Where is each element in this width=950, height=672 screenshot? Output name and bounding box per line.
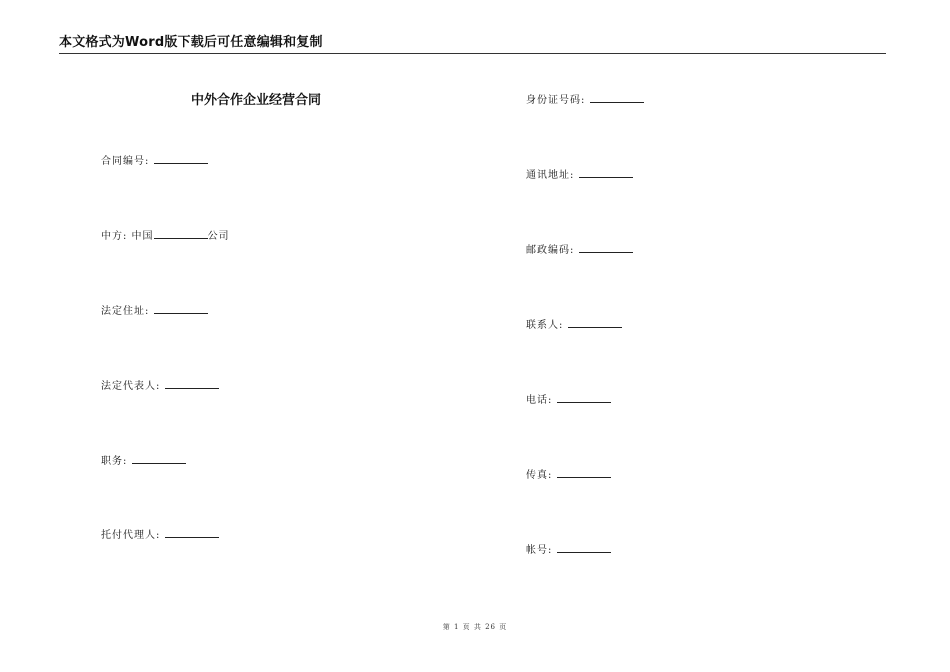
- field-account: [526, 542, 611, 558]
- blank-line: [557, 542, 611, 553]
- field-chinese-party: [101, 228, 230, 244]
- blank-line: [154, 228, 208, 239]
- field-label: 职务:: [101, 456, 128, 467]
- field-label: 中方: 中国: [101, 231, 154, 242]
- field-postal-code: [526, 242, 633, 258]
- blank-line: [590, 92, 644, 103]
- blank-line: [132, 453, 186, 464]
- field-fax: [526, 467, 611, 483]
- blank-line: [579, 167, 633, 178]
- field-label: 联系人:: [526, 320, 564, 331]
- blank-line: [165, 527, 219, 538]
- page-footer: 第 1 页 共 26 页: [442, 623, 508, 631]
- blank-line: [579, 242, 633, 253]
- field-id-number: [526, 92, 644, 108]
- blank-line: [557, 467, 611, 478]
- field-label: 法定住址:: [101, 306, 150, 317]
- field-label: 合同编号:: [101, 156, 150, 167]
- blank-line: [154, 153, 208, 164]
- field-contact-person: [526, 317, 622, 333]
- field-label: 法定代表人:: [101, 381, 161, 392]
- field-mailing-address: [526, 167, 633, 183]
- field-contract-number: [101, 153, 208, 169]
- field-label: 托付代理人:: [101, 530, 161, 541]
- field-phone: [526, 392, 611, 408]
- page-header: [59, 35, 886, 54]
- blank-line: [568, 317, 622, 328]
- field-label: 通讯地址:: [526, 170, 575, 181]
- field-label: 身份证号码:: [526, 95, 586, 106]
- field-suffix: 公司: [207, 231, 230, 242]
- field-label: 邮政编码:: [526, 245, 575, 256]
- field-label: 电话:: [526, 395, 553, 406]
- blank-line: [557, 392, 611, 403]
- field-legal-address: [101, 303, 208, 319]
- blank-line: [165, 378, 219, 389]
- header-text: 本文格式为Word版下载后可任意编辑和复制: [59, 35, 323, 50]
- field-position: [101, 453, 186, 469]
- field-label: 传真:: [526, 470, 553, 481]
- field-authorized-agent: [101, 527, 219, 543]
- blank-line: [154, 303, 208, 314]
- document-title: 中外合作企业经营合同: [191, 93, 322, 108]
- field-legal-representative: [101, 378, 219, 394]
- field-label: 帐号:: [526, 545, 553, 556]
